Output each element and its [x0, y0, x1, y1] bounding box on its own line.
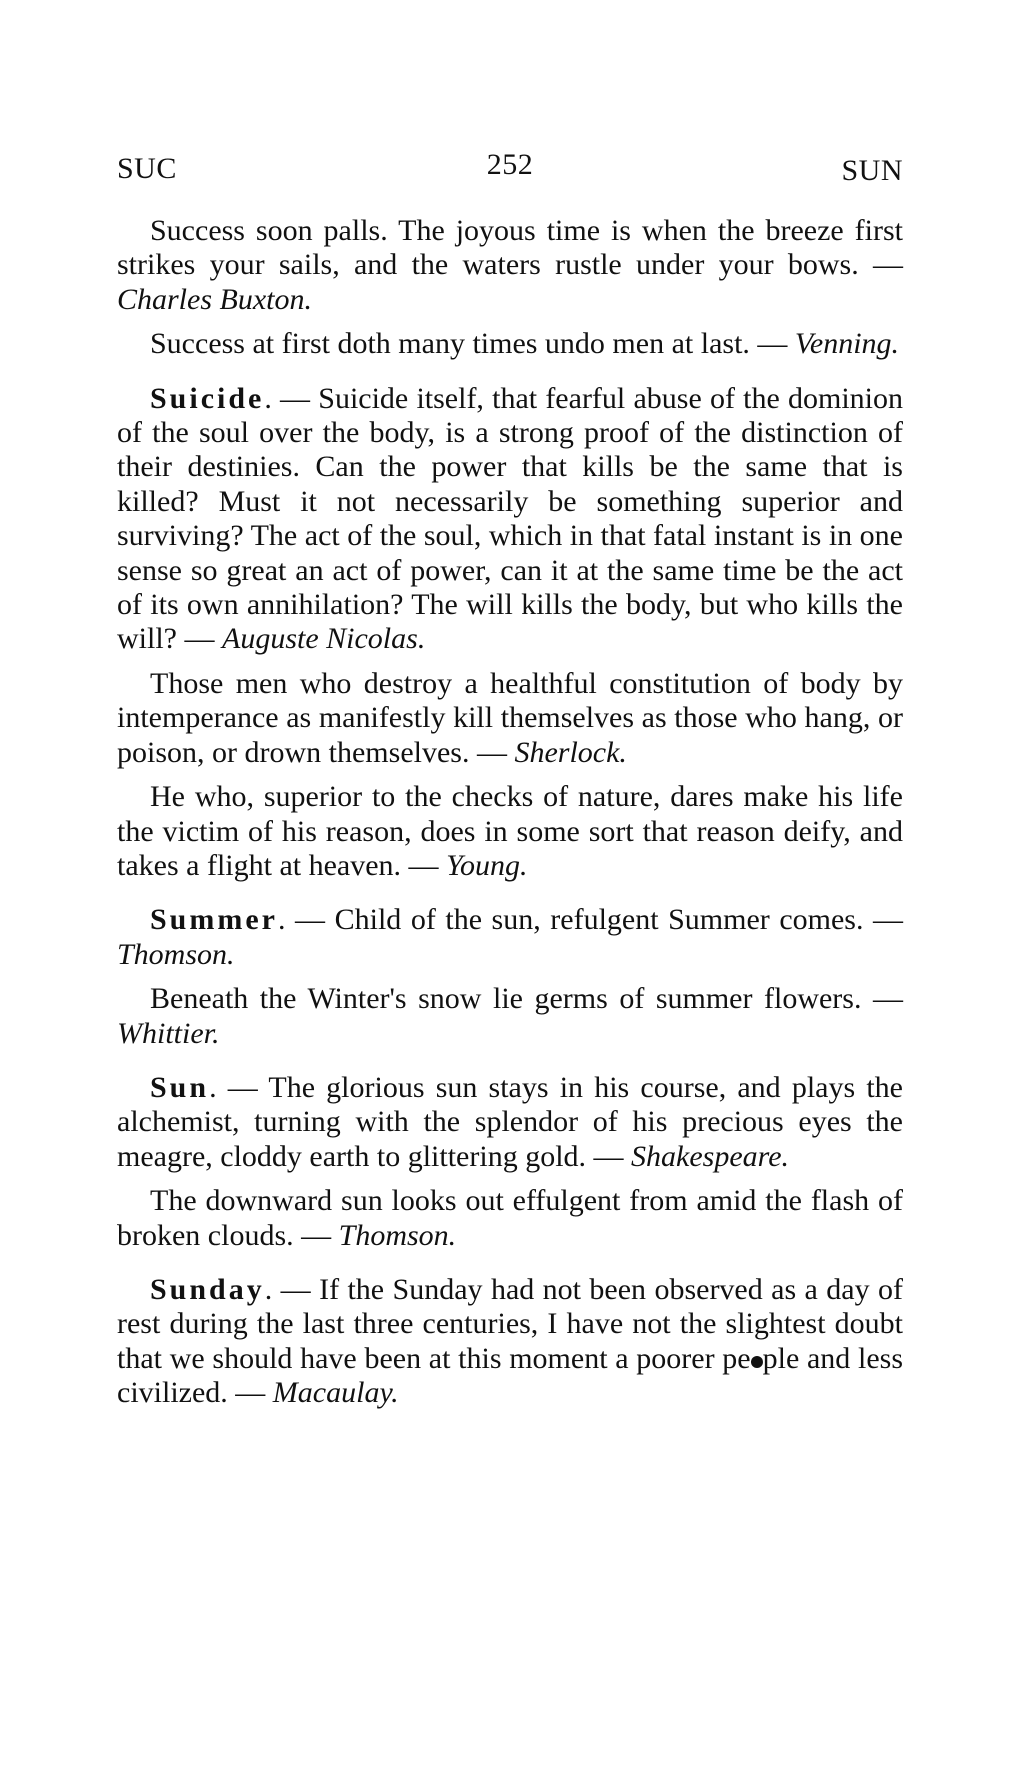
- quote-paragraph: [117, 214, 903, 317]
- topic-paragraph: [117, 1071, 903, 1174]
- quote-text: The downward sun looks out effulgent from amid the flash of broken clouds. —: [117, 1184, 903, 1252]
- quote-author: Auguste Nicolas.: [222, 622, 426, 656]
- quote-text: Success at first doth many times undo men at last. —: [150, 327, 788, 361]
- quote-text: The glorious sun stays in his course, and plays the alchemist, turning with the splendor of his precious eyes the meagre, cloddy earth to glittering gold. —: [117, 1070, 903, 1173]
- quote-paragraph: [117, 780, 903, 883]
- topic-separator: . —: [264, 1272, 320, 1306]
- topic-heading: Sunday: [150, 1272, 265, 1306]
- topic-separator: . —: [277, 903, 335, 937]
- ink-blot-mark: [751, 1356, 763, 1368]
- quote-author: Thomson.: [117, 937, 235, 971]
- quote-author: Sherlock.: [514, 735, 627, 769]
- quote-text-continued: ple and less civilized. —: [117, 1341, 903, 1410]
- quote-text: Success soon palls. The joyous time is when the breeze first strikes your sails, and the waters rustle under your bows. —: [117, 214, 903, 282]
- page-number: 252: [486, 148, 534, 181]
- topic-paragraph: [117, 382, 903, 657]
- quote-author: Young.: [446, 848, 528, 882]
- quote-text: He who, superior to the checks of nature, dares make his life the victim of his reason, does in some sort that reason deify, and takes a flight at heaven. —: [117, 780, 903, 882]
- quote-text: Those men who destroy a healthful constitution of body by intemperance as manifestly kill themselves as those who hang, or poison, or drown themselves. —: [117, 666, 903, 769]
- quote-author: Shakespeare.: [631, 1139, 790, 1173]
- topic-heading: Sun: [150, 1070, 210, 1104]
- quote-text: Suicide itself, that fearful abuse of the dominion of the soul over the body, is a strong proof of the distinction of their destinies. Can the power that kills be the same that is killed? Must it not necessarily be something superior and surviving? The act of the soul, which in that fatal instant is in one sense so great an act of power, can it at the same time be the act of its own annihilation? The will kills the body, but who kills the will? —: [117, 381, 904, 656]
- quote-paragraph: [117, 327, 903, 361]
- quote-author: Whittier.: [117, 1016, 220, 1050]
- quote-author: Charles Buxton.: [117, 282, 312, 316]
- topic-separator: . —: [264, 381, 319, 415]
- page-body: [117, 214, 903, 1421]
- topic-heading: Summer: [150, 903, 278, 937]
- quote-text: If the Sunday had not been observed as a day of rest during the last three centuries, I have not the slightest doubt that we should have been at this moment a poorer pe: [117, 1272, 903, 1375]
- topic-separator: . —: [209, 1070, 269, 1104]
- header-left-guide-word: SUC: [117, 152, 177, 185]
- header-right-guide-word: SUN: [841, 154, 903, 187]
- quote-paragraph: [117, 1184, 903, 1253]
- quote-text: Child of the sun, refulgent Summer comes. —: [334, 903, 904, 937]
- quote-paragraph: [117, 982, 903, 1051]
- running-header: [117, 148, 903, 192]
- quote-author: Thomson.: [338, 1218, 457, 1252]
- quote-author: Macaulay.: [272, 1376, 399, 1410]
- topic-heading: Suicide: [150, 381, 265, 415]
- topic-paragraph: [117, 903, 903, 972]
- topic-paragraph: [117, 1273, 903, 1411]
- quote-author: Venning.: [794, 327, 900, 361]
- quote-text: Beneath the Winter's snow lie germs of summer flowers. —: [150, 982, 903, 1016]
- quote-paragraph: [117, 667, 903, 770]
